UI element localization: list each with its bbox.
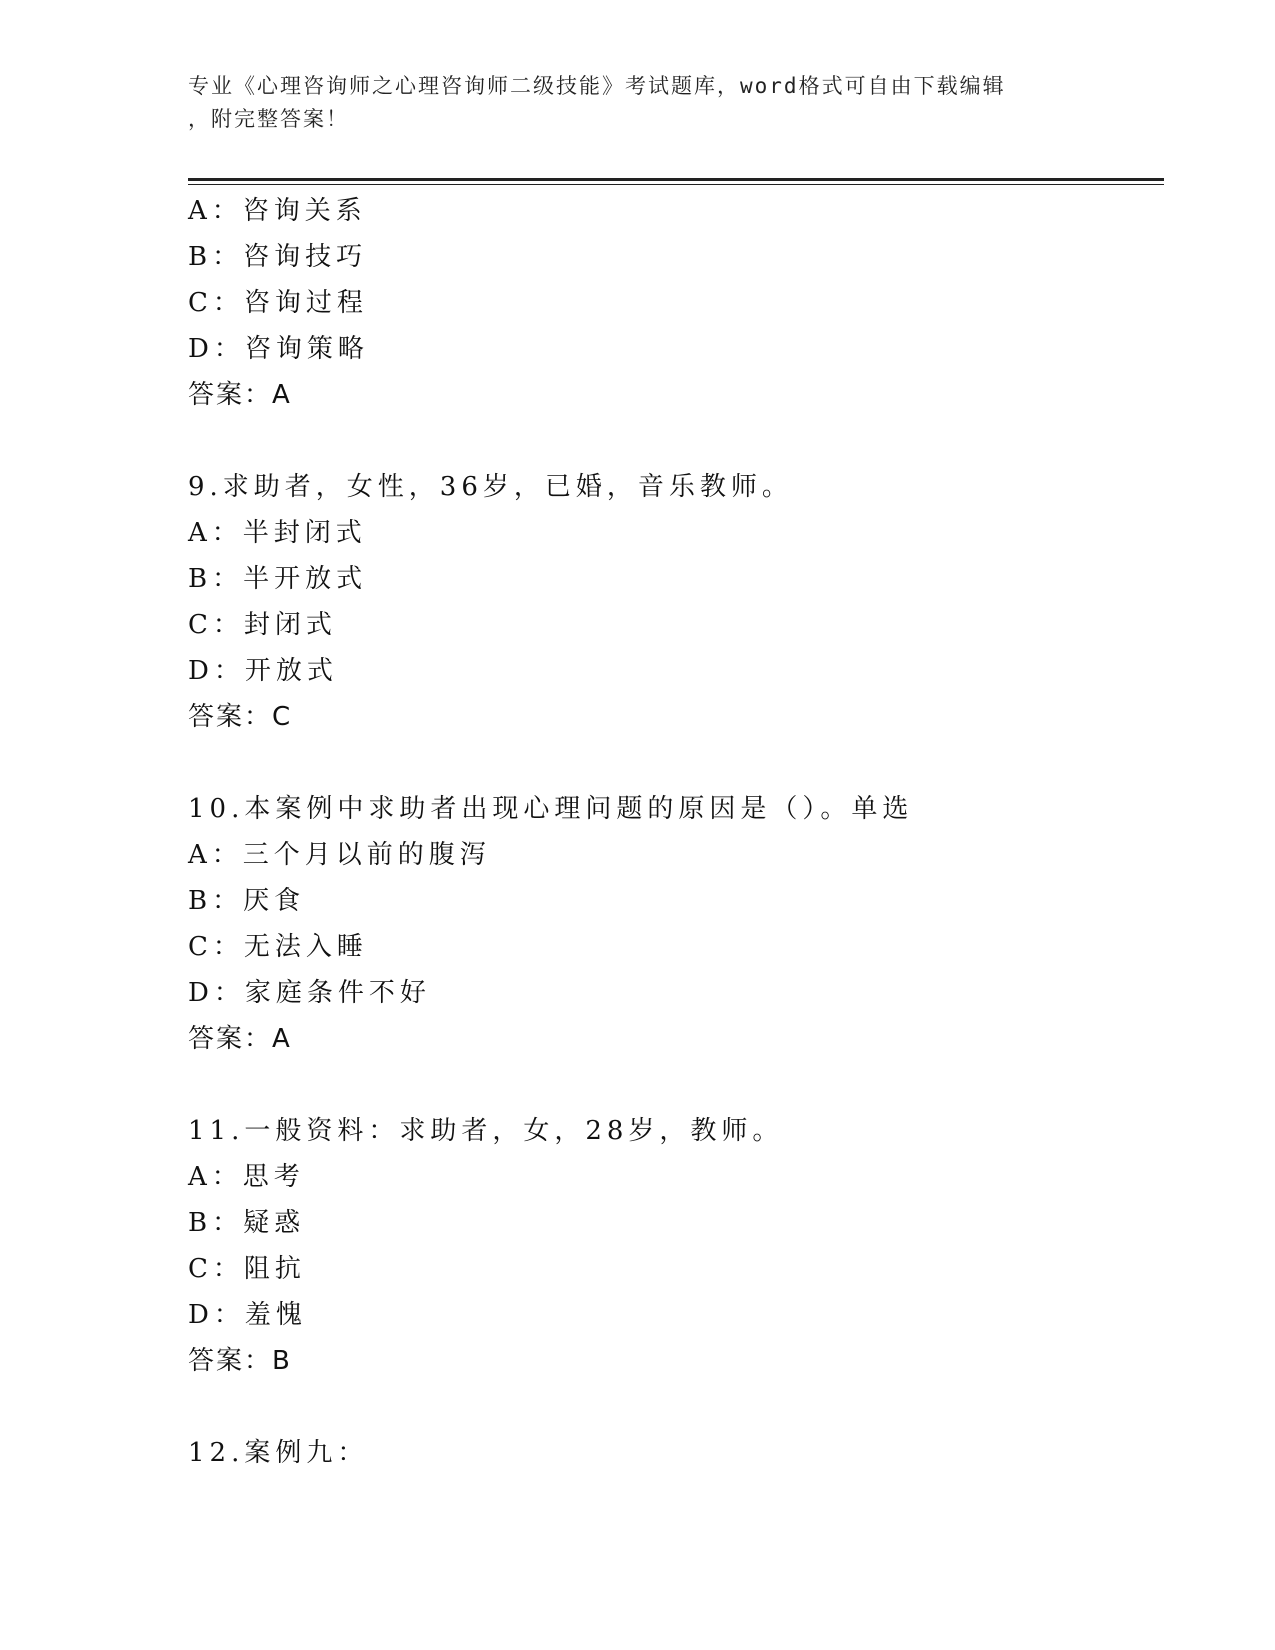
option-d: D：开放式 <box>188 656 338 686</box>
question-block <box>188 464 1168 740</box>
question-text: 10.本案例中求助者出现心理问题的原因是（）。单选 <box>188 794 914 824</box>
header-line-2: ，附完整答案！ <box>188 107 349 131</box>
header-rule-thick <box>188 178 1164 181</box>
option-b: B：疑惑 <box>188 1208 306 1238</box>
option-b: B：半开放式 <box>188 564 368 594</box>
question-text: 11.一般资料：求助者，女，28岁，教师。 <box>188 1116 784 1146</box>
answer: 答案：A <box>188 1024 292 1054</box>
option-d: D：羞愧 <box>188 1300 307 1330</box>
header-rule-thin <box>188 184 1164 185</box>
question-text: 9.求助者，女性，36岁，已婚，音乐教师。 <box>188 472 793 502</box>
spacer <box>188 1062 1168 1108</box>
header-line-1: 专业《心理咨询师之心理咨询师二级技能》考试题库，word格式可自由下载编辑 <box>188 74 1006 98</box>
spacer <box>188 418 1168 464</box>
question-text: 12.案例九： <box>188 1438 369 1468</box>
answer: 答案：A <box>188 380 292 410</box>
question-block <box>188 188 1168 418</box>
option-b: B：厌食 <box>188 886 306 916</box>
option-c: C：阻抗 <box>188 1254 306 1284</box>
question-block <box>188 1108 1168 1384</box>
option-a: A：思考 <box>188 1162 305 1192</box>
spacer <box>188 740 1168 786</box>
option-c: C：无法入睡 <box>188 932 368 962</box>
question-block <box>188 786 1168 1062</box>
option-c: C：封闭式 <box>188 610 337 640</box>
question-list <box>188 188 1168 1476</box>
option-d: D：咨询策略 <box>188 334 369 364</box>
answer: 答案：B <box>188 1346 292 1376</box>
option-d: D：家庭条件不好 <box>188 978 431 1008</box>
document-header <box>188 70 1088 136</box>
option-b: B：咨询技巧 <box>188 242 368 272</box>
spacer <box>188 1384 1168 1430</box>
option-a: A：咨询关系 <box>188 196 367 226</box>
option-a: A：半封闭式 <box>188 518 367 548</box>
option-a: A：三个月以前的腹泻 <box>188 840 491 870</box>
answer: 答案：C <box>188 702 293 732</box>
option-c: C：咨询过程 <box>188 288 368 318</box>
question-block <box>188 1430 1168 1476</box>
